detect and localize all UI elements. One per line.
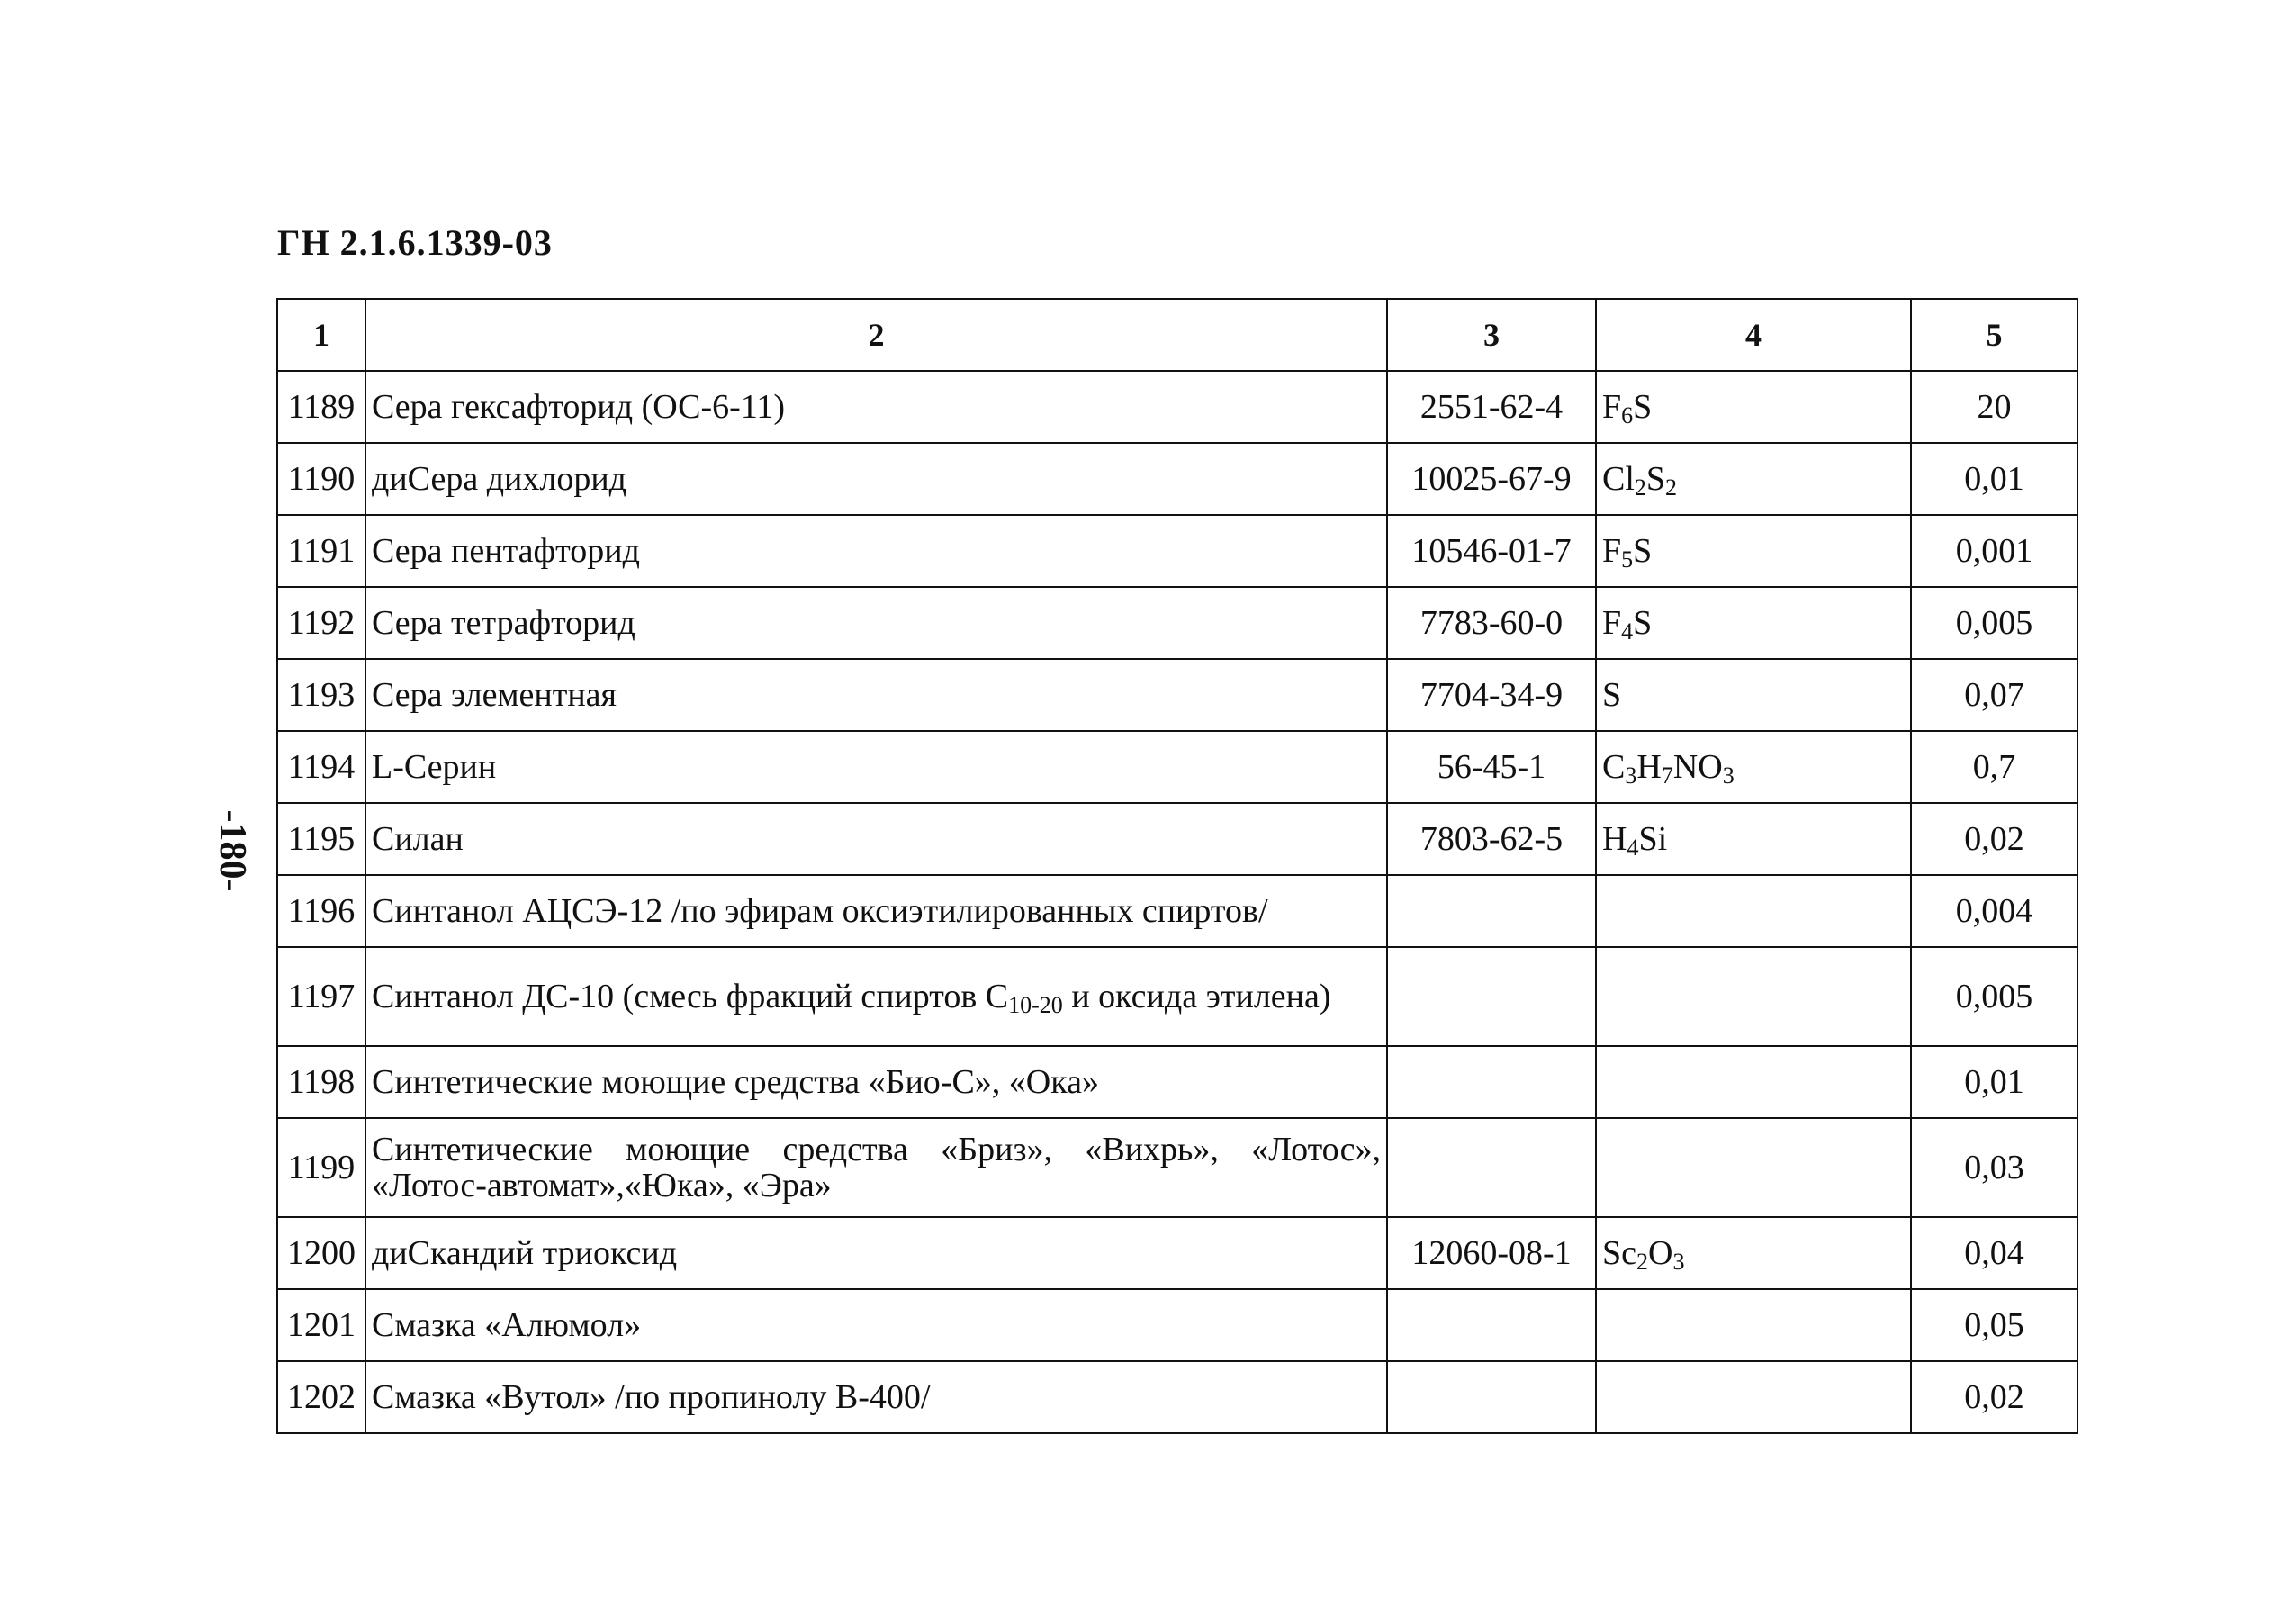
limit-value: 0,01 <box>1911 1046 2077 1118</box>
substance-name: Смазка «Вутол» /по пропинолу В-400/ <box>365 1361 1387 1433</box>
table-body <box>277 371 2077 1433</box>
substance-name: Силан <box>365 803 1387 875</box>
table-row <box>277 731 2077 803</box>
chemical-formula: $H_4Si$ <box>1596 803 1911 875</box>
row-number: 1191 <box>277 515 365 587</box>
row-number: 1196 <box>277 875 365 947</box>
cas-number <box>1387 947 1596 1046</box>
chemical-formula <box>1596 947 1911 1046</box>
cas-number <box>1387 1118 1596 1217</box>
table-row <box>277 1217 2077 1289</box>
limit-value: 20 <box>1911 371 2077 443</box>
document-code: ГН 2.1.6.1339-03 <box>277 222 553 263</box>
substance-name: Синтетические моющие средства «Бриз», «Вихрь», «Лотос», «Лотос-автомат»,«Юка», «Эра» <box>365 1118 1387 1217</box>
table-row <box>277 803 2077 875</box>
limit-value: 0,02 <box>1911 803 2077 875</box>
page-number: -180- <box>212 809 253 892</box>
header-col-1: 1 <box>277 299 365 371</box>
row-number: 1202 <box>277 1361 365 1433</box>
limit-value: 0,001 <box>1911 515 2077 587</box>
table-header-row <box>277 299 2077 371</box>
chemical-formula <box>1596 1118 1911 1217</box>
chemical-formula <box>1596 1289 1911 1361</box>
header-col-4: 4 <box>1596 299 1911 371</box>
chemical-formula <box>1596 1046 1911 1118</box>
row-number: 1199 <box>277 1118 365 1217</box>
substance-name: диСкандий триоксид <box>365 1217 1387 1289</box>
table-row <box>277 947 2077 1046</box>
substance-name: Синтетические моющие средства «Био-С», «Ока» <box>365 1046 1387 1118</box>
table-row <box>277 587 2077 659</box>
limit-value: 0,7 <box>1911 731 2077 803</box>
row-number: 1200 <box>277 1217 365 1289</box>
cas-number <box>1387 1289 1596 1361</box>
table-row <box>277 515 2077 587</box>
chemical-formula: $F_5S$ <box>1596 515 1911 587</box>
substance-name: диСера дихлорид <box>365 443 1387 515</box>
chemical-formula: $F_6S$ <box>1596 371 1911 443</box>
cas-number: 7803-62-5 <box>1387 803 1596 875</box>
table-row <box>277 371 2077 443</box>
row-number: 1198 <box>277 1046 365 1118</box>
header-col-2: 2 <box>365 299 1387 371</box>
substance-name: Смазка «Алюмол» <box>365 1289 1387 1361</box>
table-row <box>277 659 2077 731</box>
cas-number: 10546-01-7 <box>1387 515 1596 587</box>
substance-table <box>276 298 2078 1434</box>
table-row <box>277 1361 2077 1433</box>
row-number: 1192 <box>277 587 365 659</box>
substance-name: Сера гексафторид (ОС-6-11) <box>365 371 1387 443</box>
table-row <box>277 1118 2077 1217</box>
header-col-5: 5 <box>1911 299 2077 371</box>
row-number: 1190 <box>277 443 365 515</box>
limit-value: 0,03 <box>1911 1118 2077 1217</box>
cas-number: 7704-34-9 <box>1387 659 1596 731</box>
cas-number <box>1387 1361 1596 1433</box>
limit-value: 0,05 <box>1911 1289 2077 1361</box>
substance-name: Сера элементная <box>365 659 1387 731</box>
chemical-formula <box>1596 875 1911 947</box>
limit-value: 0,01 <box>1911 443 2077 515</box>
table-row <box>277 1289 2077 1361</box>
limit-value: 0,04 <box>1911 1217 2077 1289</box>
chemical-formula: $Cl_2S_2$ <box>1596 443 1911 515</box>
limit-value: 0,02 <box>1911 1361 2077 1433</box>
row-number: 1194 <box>277 731 365 803</box>
table-row <box>277 443 2077 515</box>
chemical-formula: S <box>1596 659 1911 731</box>
limit-value: 0,005 <box>1911 947 2077 1046</box>
limit-value: 0,07 <box>1911 659 2077 731</box>
chemical-formula: $Sc_2O_3$ <box>1596 1217 1911 1289</box>
row-number: 1197 <box>277 947 365 1046</box>
chemical-formula <box>1596 1361 1911 1433</box>
row-number: 1201 <box>277 1289 365 1361</box>
substance-name: Сера тетрафторид <box>365 587 1387 659</box>
cas-number: 7783-60-0 <box>1387 587 1596 659</box>
substance-name: L-Серин <box>365 731 1387 803</box>
cas-number <box>1387 1046 1596 1118</box>
limit-value: 0,005 <box>1911 587 2077 659</box>
cas-number: 10025-67-9 <box>1387 443 1596 515</box>
cas-number <box>1387 875 1596 947</box>
cas-number: 56-45-1 <box>1387 731 1596 803</box>
table-row <box>277 1046 2077 1118</box>
cas-number: 12060-08-1 <box>1387 1217 1596 1289</box>
substance-name: Синтанол ДС-10 (смесь фракций спиртов $C_{10-20}$ и оксида этилена) <box>365 947 1387 1046</box>
chemical-formula: $C_3H_7NO_3$ <box>1596 731 1911 803</box>
substance-name: Сера пентафторид <box>365 515 1387 587</box>
limit-value: 0,004 <box>1911 875 2077 947</box>
header-col-3: 3 <box>1387 299 1596 371</box>
row-number: 1189 <box>277 371 365 443</box>
chemical-formula: $F_4S$ <box>1596 587 1911 659</box>
row-number: 1193 <box>277 659 365 731</box>
row-number: 1195 <box>277 803 365 875</box>
cas-number: 2551-62-4 <box>1387 371 1596 443</box>
substance-name: Синтанол АЦСЭ-12 /по эфирам оксиэтилированных спиртов/ <box>365 875 1387 947</box>
table-row <box>277 875 2077 947</box>
